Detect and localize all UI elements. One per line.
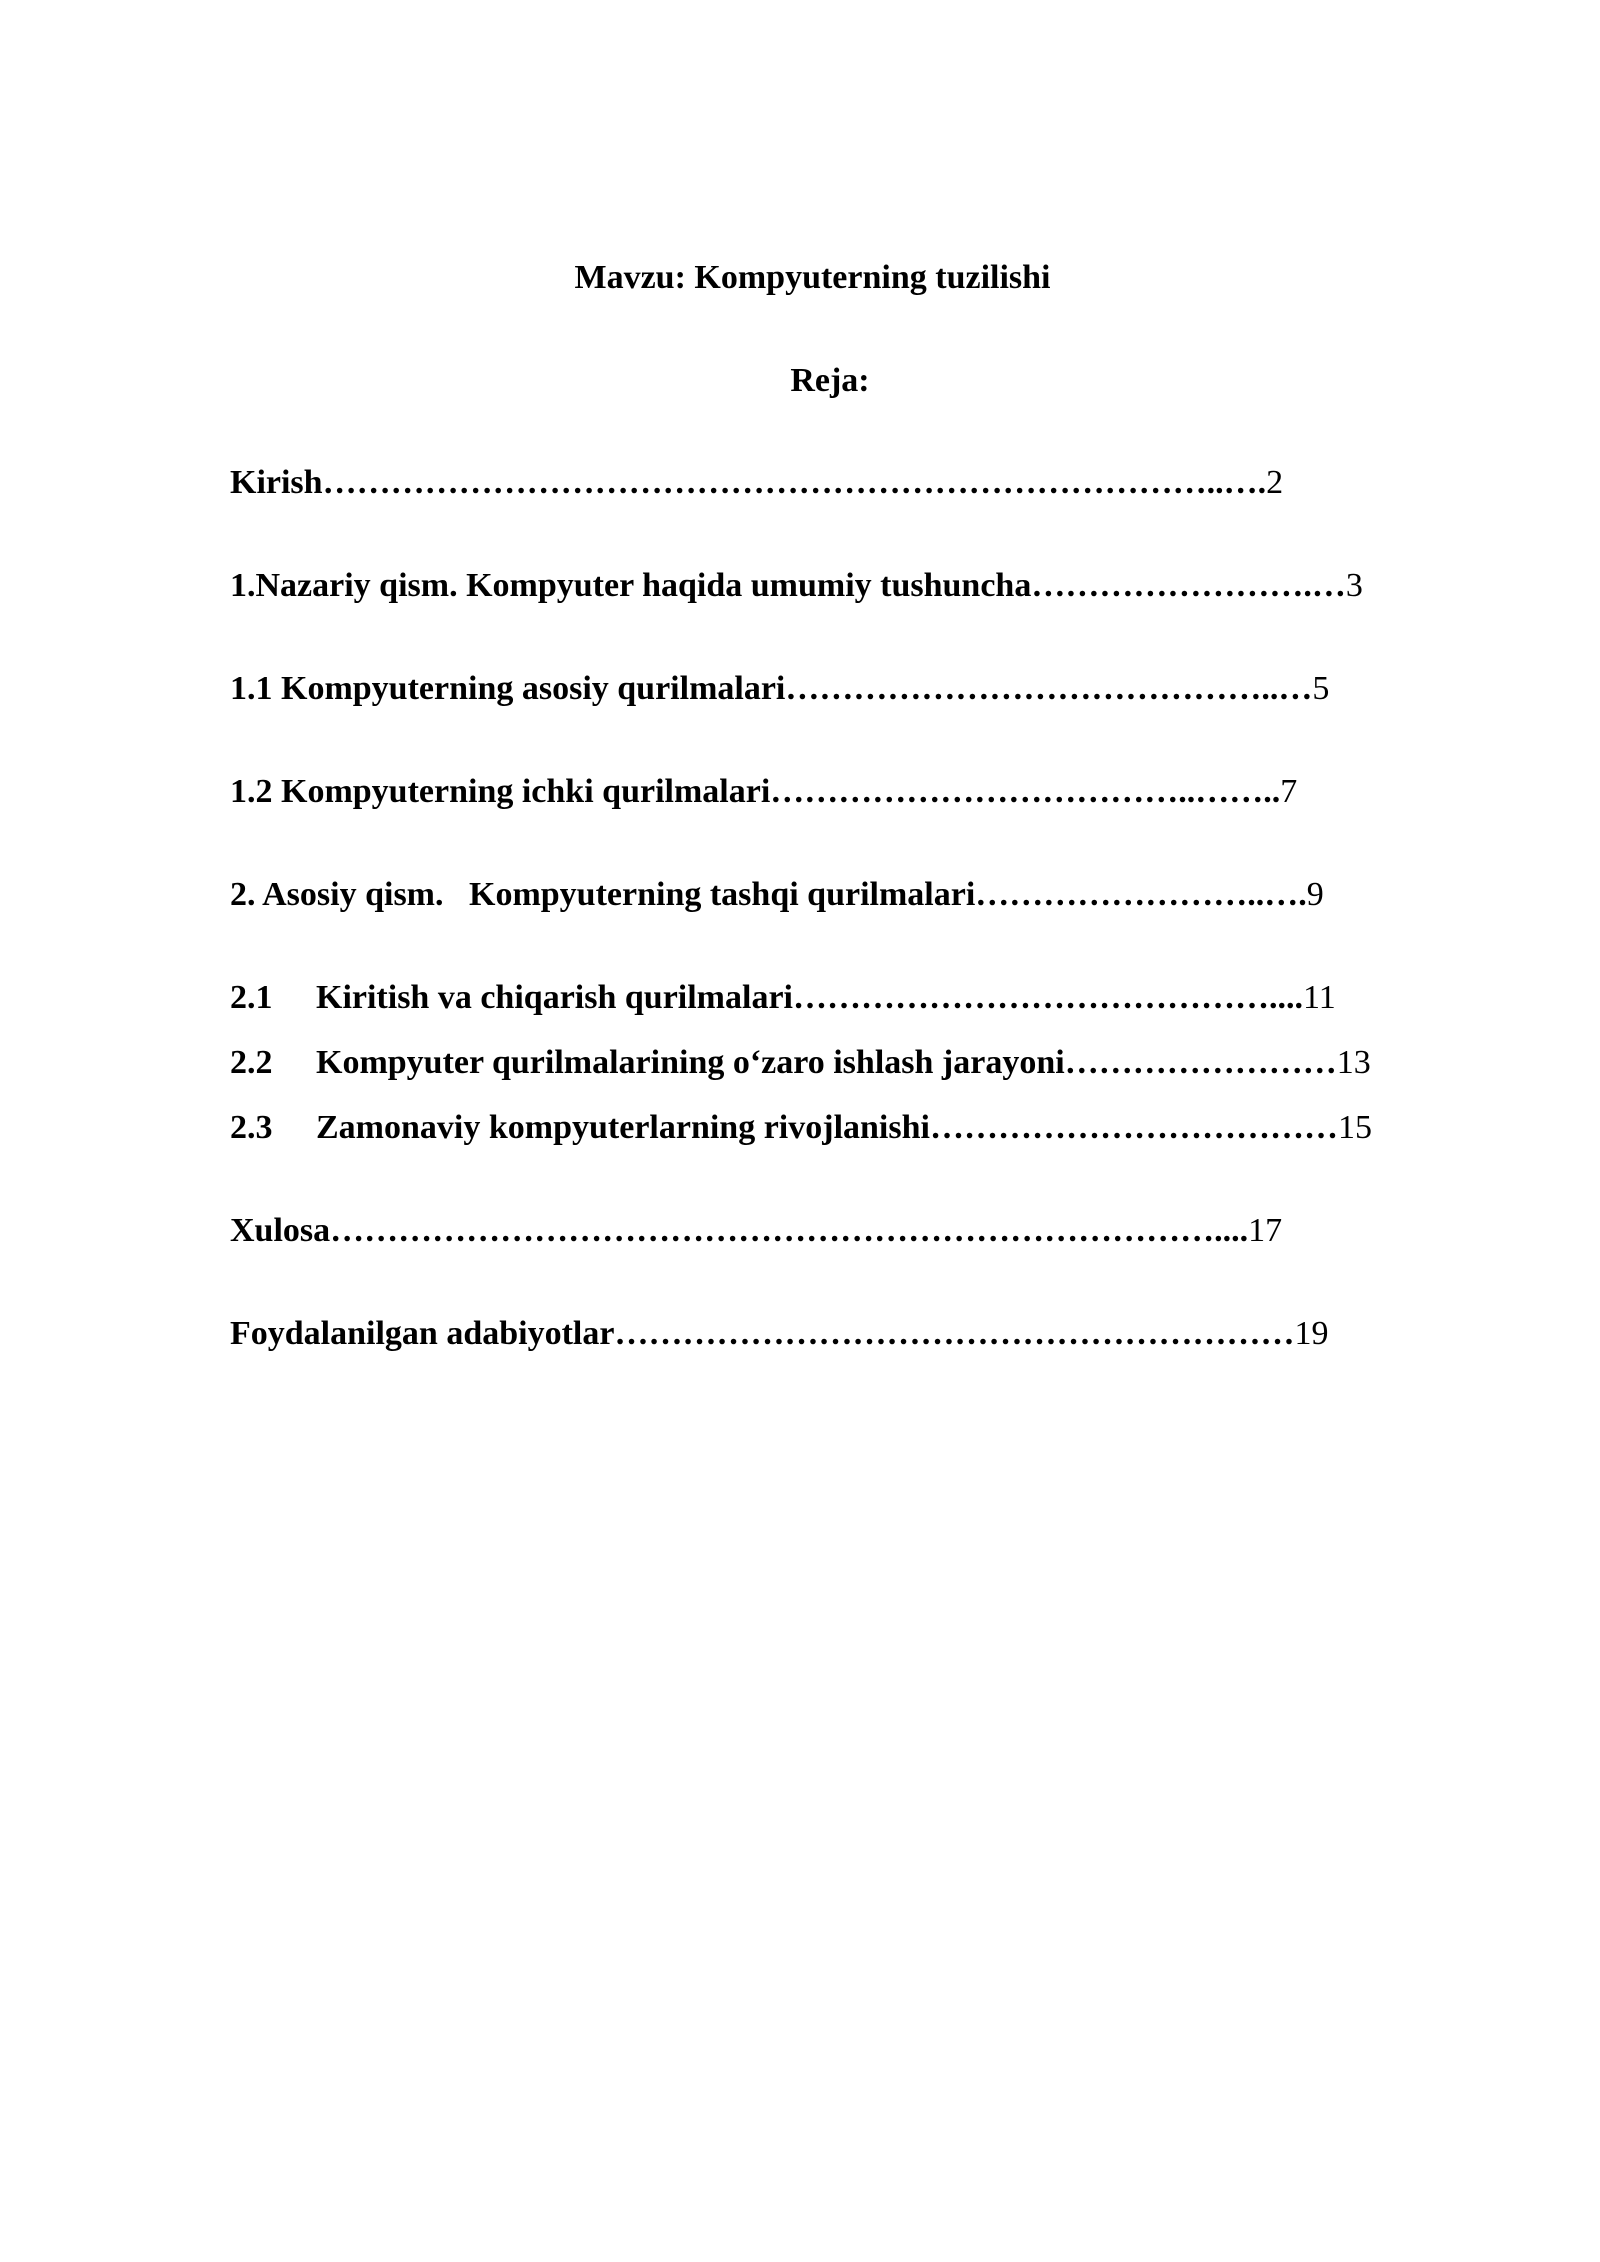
- topic-heading: Mavzu: Kompyuterning tuzilishi: [574, 259, 1051, 296]
- toc-entry: [230, 1209, 1282, 1253]
- toc-entry-leader: ……………………………………....: [792, 979, 1303, 1016]
- toc-entry-leader: ……………………………………………………: [614, 1315, 1295, 1352]
- plan-heading: Reja:: [790, 362, 870, 399]
- toc-entry: [230, 461, 1283, 505]
- toc-entry: [230, 1041, 1371, 1085]
- toc-entry-leader: ……………………: [1064, 1044, 1337, 1081]
- toc-entry-page: 2: [1266, 464, 1284, 501]
- toc-entry-leader: ……………………………………………………………………..….: [322, 464, 1267, 501]
- toc-entry-title: 1.Nazariy qism. Kompyuter haqida umumiy tushuncha: [230, 567, 1032, 604]
- toc-entry-leader: …………………….…: [1031, 567, 1346, 604]
- toc-entry: [230, 770, 1297, 814]
- toc-entry-title: 1.1 Kompyuterning asosiy qurilmalari: [230, 670, 786, 707]
- toc-entry: [230, 1312, 1328, 1356]
- toc-entry-page: 5: [1312, 670, 1330, 707]
- toc-entry-leader: ……………………..….: [975, 876, 1307, 913]
- toc-entry-leader: ……………………………………………………………………....: [330, 1212, 1249, 1249]
- toc-entry-number: 2.2: [230, 1044, 273, 1081]
- toc-entry: [230, 976, 1336, 1020]
- toc-entry-number: 2.3: [230, 1109, 273, 1146]
- toc-entry-title: 2. Asosiy qism. Kompyuterning tashqi qurilmalari: [230, 876, 976, 913]
- toc-entry-number: 2.1: [230, 979, 273, 1016]
- toc-entry-leader: ………………………………..……..: [770, 773, 1281, 810]
- toc-entry-page: 19: [1294, 1315, 1329, 1352]
- toc-entry-title: Kirish: [230, 464, 323, 501]
- toc-entry-title: Kompyuter qurilmalarining o‘zaro ishlash jarayoni: [316, 1044, 1065, 1081]
- toc-entry: [230, 667, 1329, 711]
- toc-entry-page: 13: [1336, 1044, 1371, 1081]
- toc-entry-title: 1.2 Kompyuterning ichki qurilmalari: [230, 773, 771, 810]
- toc-entry: [230, 873, 1324, 917]
- toc-entry-leader: ………………………………: [929, 1109, 1338, 1146]
- toc-entry-title: Kiritish va chiqarish qurilmalari: [316, 979, 793, 1016]
- toc-entry-page: 3: [1345, 567, 1363, 604]
- toc-entry-page: 17: [1248, 1212, 1283, 1249]
- toc-entry: [230, 564, 1363, 608]
- toc-entry-page: 11: [1302, 979, 1336, 1016]
- toc-entry-page: 9: [1306, 876, 1324, 913]
- toc-entry-leader: ……………………………………..…: [785, 670, 1313, 707]
- toc-entry: [230, 1106, 1372, 1150]
- toc-entry-page: 7: [1280, 773, 1298, 810]
- toc-entry-title: Zamonaviy kompyuterlarning rivojlanishi: [316, 1109, 930, 1146]
- toc-entry-title: Xulosa: [230, 1212, 331, 1249]
- toc-entry-page: 15: [1337, 1109, 1372, 1146]
- toc-entry-title: Foydalanilgan adabiyotlar: [230, 1315, 615, 1352]
